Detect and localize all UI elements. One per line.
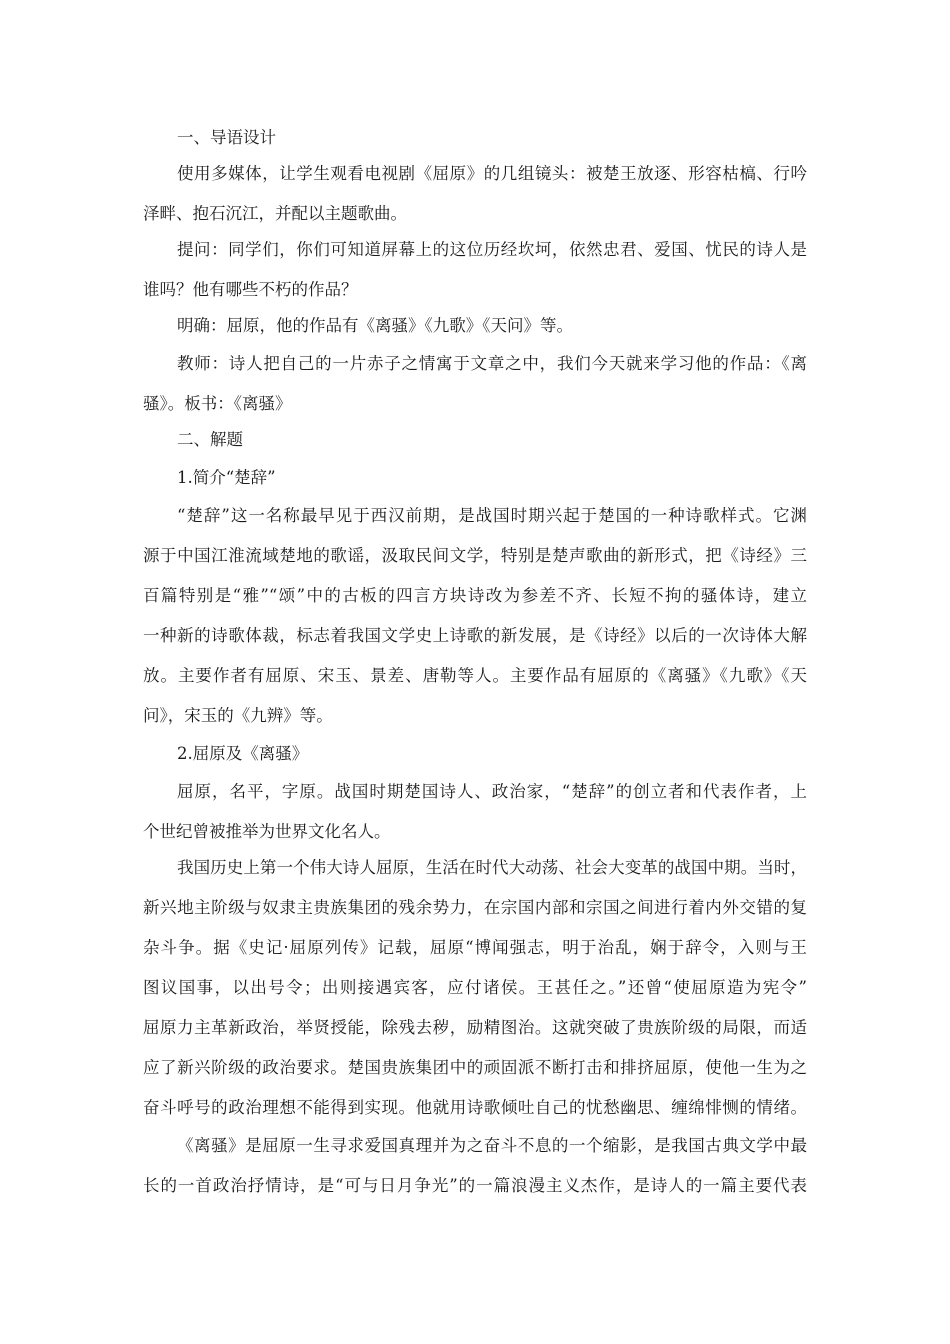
paragraph-line: 杂斗争。据《史记·屈原列传》记载，屈原“博闻强志，明于治乱，娴于辞令，入则与王 — [143, 938, 807, 957]
paragraph-line: 放。主要作者有屈原、宋玉、景差、唐勒等人。主要作品有屈原的《离骚》《九歌》《天 — [143, 666, 807, 685]
section-heading-intro: 一、导语设计 — [177, 128, 276, 147]
paragraph-line: 百篇特别是“雅”“颂”中的古板的四言方块诗改为参差不齐、长短不拘的骚体诗，建立 — [143, 586, 807, 605]
paragraph-line: 个世纪曾被推举为世界文化名人。 — [143, 822, 391, 841]
paragraph-line: 《离骚》是屈原一生寻求爱国真理并为之奋斗不息的一个缩影，是我国古典文学中最 — [177, 1136, 807, 1155]
paragraph-line: “楚辞”这一名称最早见于西汉前期，是战国时期兴起于楚国的一种诗歌样式。它渊 — [177, 506, 807, 525]
paragraph-line: 教师：诗人把自己的一片赤子之情寓于文章之中，我们今天就来学习他的作品：《离 — [177, 354, 807, 373]
paragraph-line: 骚》。板书：《离骚》 — [143, 394, 292, 413]
paragraph-line: 图议国事，以出号令；出则接遇宾客，应付诸侯。王甚任之。”还曾“使屈原造为宪令” — [143, 978, 807, 997]
paragraph-line: 泽畔、抱石沉江，并配以主题歌曲。 — [143, 204, 407, 223]
subsection-heading-quyuan: 2.屈原及《离骚》 — [177, 744, 309, 763]
paragraph-line: 谁吗？他有哪些不朽的作品？ — [143, 280, 358, 299]
paragraph-line: 提问：同学们，你们可知道屏幕上的这位历经坎坷，依然忠君、爱国、忧民的诗人是 — [177, 240, 807, 259]
paragraph-line: 我国历史上第一个伟大诗人屈原，生活在时代大动荡、社会大变革的战国中期。当时， — [177, 858, 807, 877]
paragraph-line: 屈原力主革新政治，举贤授能，除残去秽，励精图治。这就突破了贵族阶级的局限，而适 — [143, 1018, 807, 1037]
paragraph-line: 问》，宋玉的《九辨》等。 — [143, 706, 333, 725]
paragraph-line: 使用多媒体，让学生观看电视剧《屈原》的几组镜头：被楚王放逐、形容枯槁、行吟 — [177, 164, 807, 183]
paragraph-line: 长的一首政治抒情诗，是“可与日月争光”的一篇浪漫主义杰作，是诗人的一篇主要代表 — [143, 1176, 807, 1195]
paragraph-line: 源于中国江淮流域楚地的歌谣，汲取民间文学，特别是楚声歌曲的新形式，把《诗经》三 — [143, 546, 807, 565]
paragraph-line: 新兴地主阶级与奴隶主贵族集团的残余势力，在宗国内部和宗国之间进行着内外交错的复 — [143, 898, 807, 917]
subsection-heading-chuci: 1.简介“楚辞” — [177, 468, 276, 487]
paragraph-line: 一种新的诗歌体裁，标志着我国文学史上诗歌的新发展，是《诗经》以后的一次诗体大解 — [143, 626, 807, 645]
paragraph-line: 屈原，名平，字原。战国时期楚国诗人、政治家，“楚辞”的创立者和代表作者，上 — [177, 782, 807, 801]
paragraph-line: 应了新兴阶级的政治要求。楚国贵族集团中的顽固派不断打击和排挤屈原，使他一生为之 — [143, 1058, 807, 1077]
section-heading-analysis: 二、解题 — [177, 430, 243, 449]
paragraph-line: 奋斗呼号的政治理想不能得到实现。他就用诗歌倾吐自己的忧愁幽思、缠绵悱恻的情绪。 — [143, 1098, 807, 1117]
paragraph-line: 明确：屈原，他的作品有《离骚》《九歌》《天问》等。 — [177, 316, 573, 335]
